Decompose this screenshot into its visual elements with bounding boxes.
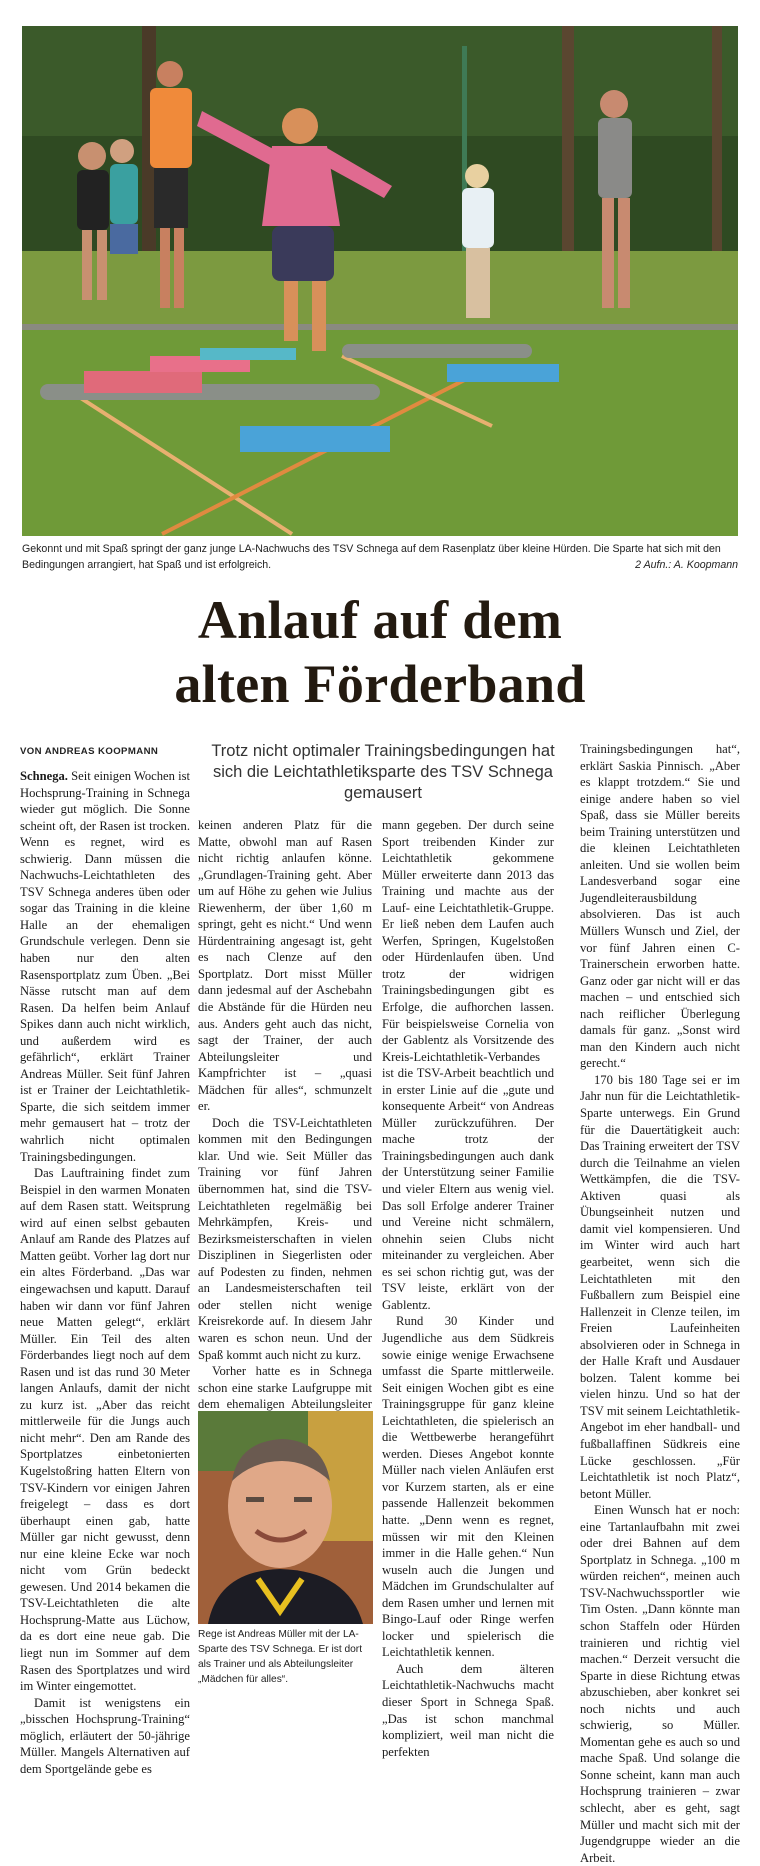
lead-photo — [22, 26, 738, 536]
paragraph: Rund 30 Kinder und Jugendliche aus dem Südkreis sowie einige wenige Erwachsene umfasst die Sparte mittlerweile. Seit einigen Wochen gibt es eine Trainingsgruppe für ganz kleine Leichtathleten, die spielerisch an die Wettbewerbe herangeführt werden. Dieses Angebot konnte Müller nach vielen Anläufen erst vor Kurzem starten, als er eine passende Hallenzeit bekommen hatte. „Denn wenn es regnet, müssen wir mit den Kleinen immer in die Halle gehen.“ Nun wuseln auch die Jungen und Mädchen im Grundschulalter auf dem Rasen umher und lernen mit Bingo-Lauf oder Ringe werfen locker und spielerisch die Leichtathletik kennen. — [382, 1314, 554, 1660]
article-column-1 — [20, 768, 190, 1777]
paragraph — [20, 768, 190, 1165]
article-column-2 — [198, 817, 372, 1429]
photo-credit: 2 Aufn.: A. Koopmann — [635, 559, 738, 571]
paragraph: 170 bis 180 Tage sei er im Jahr nun für die Leichtathletik-Sparte unterwegs. Ein Grund für die Dauertätigkeit auch: Das Training erweitert der TSV durch die Teilnahme an vielen Wettkämpfen, die die TSV-Aktiven quasi als Übungseinheit nutzen und damit viel kompensieren. Und im Winter wird auch hart gearbeitet, wenn sich die Leichtathleten mit den Fußballern zum Beispiel eine Hallenzeit in Clenze teilen, im Freien Laufeinheiten absolvieren oder in Schnega in der Halle Kraft und Ausdauer bolzen. Talent komme bei vielen hinzu. Und so hat der TSV mit seinem Leichtathletik-Angebot im eher handball- und fußballaffinen Südkreis eine Lücke geschlossen. „Für Leichtathletik ist noch Platz“, betont Müller. — [580, 1072, 740, 1501]
paragraph: Vorher hatte es in Schnega schon eine starke Laufgruppe mit dem ehemaligen Abteilungsleiter — [198, 1364, 372, 1412]
byline: VON ANDREAS KOOPMANN — [20, 746, 159, 757]
paragraph: Trainingsbedingungen hat“, erklärt Saskia Pinnisch. „Aber es klappt trotzdem.“ Sie und einige andere haben so viel Spaß, dass sie Müller bereits beim Training unterstützen und die kleinen Leichtathleten anleiten. Und sie wollen beim Landesverband sogar eine Jugendleiterausbildung absolvieren. Das ist auch Müllers Wunsch und Ziel, der vor fünf Jahren einen C-Trainerschein erworben hatte. Ganz oder gar nicht will er das machen – und entschied sich nach reiflicher Überlegung damals für ganz. „Sonst wird man den Kindern auch nicht gerecht.“ — [580, 742, 740, 1071]
photo-caption — [22, 541, 738, 573]
article-column-3 — [382, 817, 554, 1760]
paragraph: Auch dem älteren Leichtathletik-Nachwuchs macht dieser Sport in Schnega Spaß. „Das ist schon manchmal kompliziert, weil man nicht die perfekten — [382, 1661, 554, 1759]
paragraph: keinen anderen Platz für die Matte, obwohl man auf Rasen nicht richtig anlaufen könne. „Grundlagen-Training geht. Aber um auf Höhe zu gehen wie Julius Riewenherm, der über 1,60 m springt, geht es nicht.“ Und wenn Hürdentraining angesagt ist, geht es nach Clenze auf den Sportplatz. Dort misst Müller dann jedesmal auf der Aschebahn die Abstände für die Hürden neu aus. Anders geht auch das nicht, sagt der Trainer, der auch Abteilungsleiter und Kampfrichter ist – „quasi Mädchen für alles“, schmunzelt er. — [198, 818, 372, 1114]
paragraph: Doch die TSV-Leichtathleten kommen mit den Bedingungen klar. Und wie. Seit Müller das Training vor fünf Jahren übernommen hat, sind die TSV-Leichtathleten regelmäßig bei Mehrkämpfen, Kreis- und Bezirksmeisterschaften in vielen Disziplinen in Siegerlisten oder auf Podesten zu finden, nehmen an Landesmeisterschaften teil oder stellen nicht wenige Kreisrekorde auf. In diesem Jahr waren es schon neun. Und der Spaß kommt auch nicht zu kurz. — [198, 1115, 372, 1362]
article-column-4 — [580, 741, 740, 1866]
paragraph: Das Lauftraining findet zum Beispiel in den warmen Monaten auf dem Rasen statt. Weitsprung wird auf einen selbst gebauten Anlauf am Rande des Platzes auf Matten geübt. Vorher lag dort nur ein altes Förderband. „Das war eingewachsen und kaputt. Darauf haben wir dann vor fünf Jahren neue Matten gelegt“, erklärt Müller. Ein Teil des alten Förderbandes liegt noch auf dem Rasen und ist das rund 30 Meter langen Anlaufs, damit der nicht zu kurz ist. „Aber das reicht mittlerweile für die Jungs auch nicht mehr“. Den am Rande des Sportplatzes einbetonierten Kugelstoßring hatten Eltern von TSV-Kindern vor einigen Jahren freigelegt – dass es dort überhaupt einen gab, hatte Müller gar nicht gewusst, denn nur eine kleine Ecke war noch nicht vom Grün bedeckt gewesen. Und 2014 bekamen die TSV-Leichtathleten die alte Hochsprung-Matte aus Lüchow, da es dort eine neue gab. Die liegt nun im Sommer auf dem Rasen des Sportplatzes und wird im Winter eingemottet. — [20, 1166, 190, 1694]
photo-caption-text: Gekonnt und mit Spaß springt der ganz junge LA-Nachwuchs des TSV Schnega auf dem Rasenplatz über kleine Hürden. Die Sparte hat sich mit den Bedingungen arrangiert, hat Spaß und ist erfolgreich. — [22, 543, 721, 571]
hurdle-training-photo — [22, 26, 738, 536]
portrait-caption: Rege ist Andreas Müller mit der LA-Sparte des TSV Schnega. Er ist dort als Trainer und als Abteilungsleiter „Mädchen für alles“. — [198, 1629, 363, 1685]
headline-line-1: Anlauf auf dem — [197, 590, 563, 650]
headline — [0, 588, 760, 716]
trainer-portrait — [198, 1411, 373, 1624]
headline-line-2: alten Förderband — [174, 654, 586, 714]
portrait-photo — [198, 1411, 373, 1624]
paragraph: mann gegeben. Der durch seine Sport treibenden Kinder zur Leichtathletik gekommene Müller erweiterte dann 2013 das Training und machte aus der Lauf- eine Leichtathletik-Gruppe. Er ließ neben dem Laufen auch Werfen, Springen, Kugelstoßen oder Hürdenlaufen üben. Und trotz der widrigen Trainingsbedingungen gibt es Erfolge, die aufhorchen lassen. Für beispielsweise Cornelia von der Gablentz als Vorsitzende des Kreis-Leichtathletik-Verbandes ist die TSV-Arbeit beachtlich und in erster Linie auf die „gute und konsequente Arbeit“ von Andreas Müller zurückzuführen. Der mache trotz der Trainingsbedingungen auch dank der Unterstützung seiner Familie und vieler Eltern aus wenig viel. Das soll Erfolge anderer Trainer und Vereine nicht schmälern, ohnehin seien Clubs nicht miteinander zu vergleichen. Aber es sei schon richtig gut, was der TSV leiste, erklärt von der Gablentz. — [382, 818, 554, 1312]
paragraph: Damit ist wenigstens ein „bisschen Hochsprung-Training“ möglich, erläutert der 50-jährige Müller. Mangels Alternativen auf dem Sportgelände gebe es — [20, 1695, 190, 1776]
subheadline: Trotz nicht optimaler Trainingsbedingungen hat sich die Leichtathletiksparte des TSV Schnega gemausert — [211, 742, 555, 802]
paragraph: Einen Wunsch hat er noch: eine Tartanlaufbahn mit zwei oder drei Bahnen auf dem Sportplatz in Schnega. „100 m würden reichen“, meinen auch TSV-Nachwuchssportler wie Tim Osten. „Dann könnte man schon Staffeln oder Hürden trainieren und richtig viel machen.“ Derzeit versucht die Sparte in diese Richtung etwas abzuschieben, aber konkret sei noch nichts und auch schwierig, so Müller. Momentan gehe es auch so und mache Spaß. Und solange die Sonne scheint, kann man auch Hochsprung trainieren – zwar schlecht, aber es geht, sagt Müller und macht sich mit der Jugendgruppe wieder an die Arbeit. — [580, 1503, 740, 1865]
dateline: Schnega. — [20, 769, 68, 783]
paragraph-text: Seit einigen Wochen ist Hochsprung-Training in Schnega wieder gut möglich. Die Sonne scheint oft, der Rasen ist trocken. Wenn es regnet, wird es schwierig. Dann müssen die Nachwuchs-Leichtathleten des TSV Schnega anderes üben oder sogar das Training in die kleine Halle an der ehemaligen Grundschule verlegen. Denn sie haben nur den alten Rasensportplatz zum Üben. „Bei Nässe rutscht man auf dem Rasen. Da helfen beim Anlauf Spikes dann auch nicht wirklich, und außerdem wird es gefährlich“, erklärt Trainer Andreas Müller. Seit fünf Jahren ist er Trainer der Leichtathletik-Sparte, die sich seitdem immer mehr gemausert hat – trotz der wahrlich nicht optimalen Trainingsbedingungen. — [20, 769, 190, 1164]
